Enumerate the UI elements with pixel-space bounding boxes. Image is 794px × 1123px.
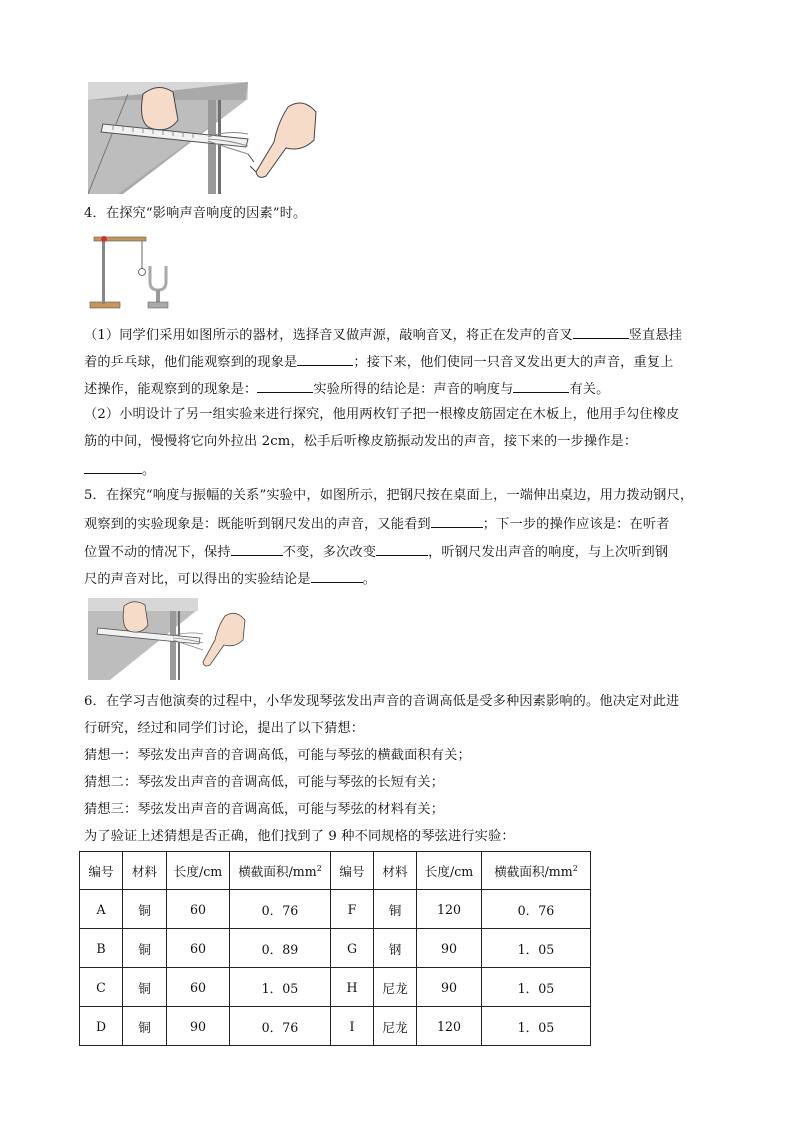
- q5-line1: 5．在探究“响度与振幅的关系”实验中，如图所示，把钢尺按在桌面上，一端伸出桌边，用力拨动钢尺，: [84, 488, 694, 503]
- q5-line2: [84, 513, 670, 535]
- table-cell: 60: [167, 968, 230, 1007]
- q6-guess2: 猜想二：琴弦发出声音的音调高低，可能与琴弦的长短有关；: [84, 775, 445, 790]
- q6-guess3: 猜想三：琴弦发出声音的音调高低，可能与琴弦的材料有关；: [84, 802, 445, 817]
- table-row: [80, 1007, 591, 1046]
- table-cell: 尼龙: [374, 968, 417, 1007]
- table-cell: 120: [417, 890, 482, 929]
- table-cell: H: [331, 968, 374, 1007]
- table-row: [80, 968, 591, 1007]
- answer-blank-5[interactable]: [84, 459, 142, 474]
- table-cell: 90: [417, 929, 482, 968]
- q4-p1-l2b: ；接下来，他们使同一只音叉发出更大的声音，重复上: [353, 355, 674, 370]
- ruler-table-figure-top: [88, 82, 328, 194]
- table-header-cell: 长度/cm: [417, 852, 482, 890]
- q5-l4b: 。: [362, 572, 377, 587]
- table-header-cell: [482, 852, 591, 890]
- table-cell: 尼龙: [374, 1007, 417, 1046]
- q4-part2-line3: [84, 459, 155, 481]
- table-header-cell: 材料: [123, 852, 167, 890]
- table-header-cell: 长度/cm: [167, 852, 230, 890]
- q4-title: 4．在探究“影响声音响度的因素”时。: [84, 206, 307, 221]
- q6-guess1: 猜想一：琴弦发出声音的音调高低，可能与琴弦的横截面积有关；: [84, 748, 471, 763]
- answer-blank-8[interactable]: [376, 541, 428, 556]
- q4-p1-l1a: （1）同学们采用如图所示的器材，选择音叉做声源，敲响音叉，将正在发声的音叉: [84, 328, 573, 343]
- table-cell: 90: [167, 1007, 230, 1046]
- q5-line4: [84, 568, 376, 590]
- header-area-sup: 2: [572, 863, 578, 873]
- q6-line3: 为了验证上述猜想是否正确，他们找到了 9 种不同规格的琴弦进行实验：: [84, 829, 515, 844]
- answer-blank-9[interactable]: [311, 568, 363, 583]
- table-cell: 铜: [374, 890, 417, 929]
- q5-line3: [84, 541, 668, 563]
- table-cell: 1．05: [230, 968, 331, 1007]
- table-cell: 60: [167, 929, 230, 968]
- table-row: [80, 890, 591, 929]
- q5-l3b: 不变，多次改变: [282, 545, 377, 560]
- answer-blank-4[interactable]: [513, 378, 569, 393]
- table-cell: D: [80, 1007, 123, 1046]
- table-cell: 1．05: [482, 1007, 591, 1046]
- answer-blank-1[interactable]: [573, 324, 629, 339]
- header-area-label: 横截面积/mm: [494, 864, 573, 879]
- table-cell: C: [80, 968, 123, 1007]
- table-cell: 120: [417, 1007, 482, 1046]
- header-area-sup: 2: [316, 863, 322, 873]
- table-cell: 铜: [123, 1007, 167, 1046]
- table-cell: 铜: [123, 890, 167, 929]
- q4-p2-l3: 。: [142, 463, 156, 478]
- q4-part1-line2: [84, 351, 674, 373]
- tuning-fork-figure: [88, 232, 183, 312]
- table-cell: 铜: [123, 968, 167, 1007]
- q4-part2-line1: （2）小明设计了另一组实验来进行探究，他用两枚钉子把一根橡皮筋固定在木板上，他用手勾住橡皮: [84, 407, 680, 422]
- q4-part1-line3: [84, 378, 609, 400]
- ruler-table-figure-q5: [88, 598, 250, 680]
- header-area-label: 横截面积/mm: [238, 864, 317, 879]
- answer-blank-3[interactable]: [257, 378, 313, 393]
- table-header-cell: 编号: [80, 852, 123, 890]
- answer-blank-6[interactable]: [431, 513, 483, 528]
- q6-line2: 行研究，经过和同学们讨论，提出了以下猜想：: [84, 721, 365, 736]
- table-cell: F: [331, 890, 374, 929]
- q4-p1-l3b: 实验所得的结论是：声音的响度与: [313, 382, 514, 397]
- table-cell: 90: [417, 968, 482, 1007]
- table-cell: 0．76: [230, 1007, 331, 1046]
- table-row: [80, 929, 591, 968]
- table-cell: 1．05: [482, 929, 591, 968]
- table-header-cell: 编号: [331, 852, 374, 890]
- table-cell: I: [331, 1007, 374, 1046]
- table-header-cell: 材料: [374, 852, 417, 890]
- table-cell: 0．89: [230, 929, 331, 968]
- q5-l3a: 位置不动的情况下，保持: [84, 545, 231, 560]
- table-cell: A: [80, 890, 123, 929]
- q5-l4a: 尺的声音对比，可以得出的实验结论是: [84, 572, 311, 587]
- table-cell: 0．76: [230, 890, 331, 929]
- table-header-cell: [230, 852, 331, 890]
- table-header-row: [80, 852, 591, 890]
- q4-p1-l3a: 述操作，能观察到的现象是：: [84, 382, 258, 397]
- q4-p1-l1b: 竖直悬挂: [628, 328, 683, 343]
- q4-p1-l2a: 着的乒乓球，他们能观察到的现象是: [84, 355, 298, 370]
- q4-part1-line1: [84, 324, 682, 346]
- q4-part2-line2: 筋的中间，慢慢将它向外拉出 2cm，松手后听橡皮筋振动发出的声音，接下来的一步操作是：: [84, 434, 638, 449]
- table-cell: 1．05: [482, 968, 591, 1007]
- answer-blank-7[interactable]: [231, 541, 283, 556]
- q6-line1: 6．在学习吉他演奏的过程中，小华发现琴弦发出声音的音调高低是受多种因素影响的。他决定对此进: [84, 694, 680, 709]
- table-cell: 钢: [374, 929, 417, 968]
- q4-p1-l3c: 有关。: [569, 382, 610, 397]
- q5-l2a: 观察到的实验现象是：既能听到钢尺发出的声音，又能看到: [84, 517, 431, 532]
- table-cell: B: [80, 929, 123, 968]
- q5-l2b: ；下一步的操作应该是：在听者: [482, 517, 670, 532]
- q5-l3c: ，听钢尺发出声音的响度，与上次听到钢: [428, 545, 669, 560]
- string-spec-table: [79, 851, 591, 1046]
- table-cell: G: [331, 929, 374, 968]
- answer-blank-2[interactable]: [297, 351, 353, 366]
- table-cell: 60: [167, 890, 230, 929]
- table-cell: 0．76: [482, 890, 591, 929]
- table-cell: 铜: [123, 929, 167, 968]
